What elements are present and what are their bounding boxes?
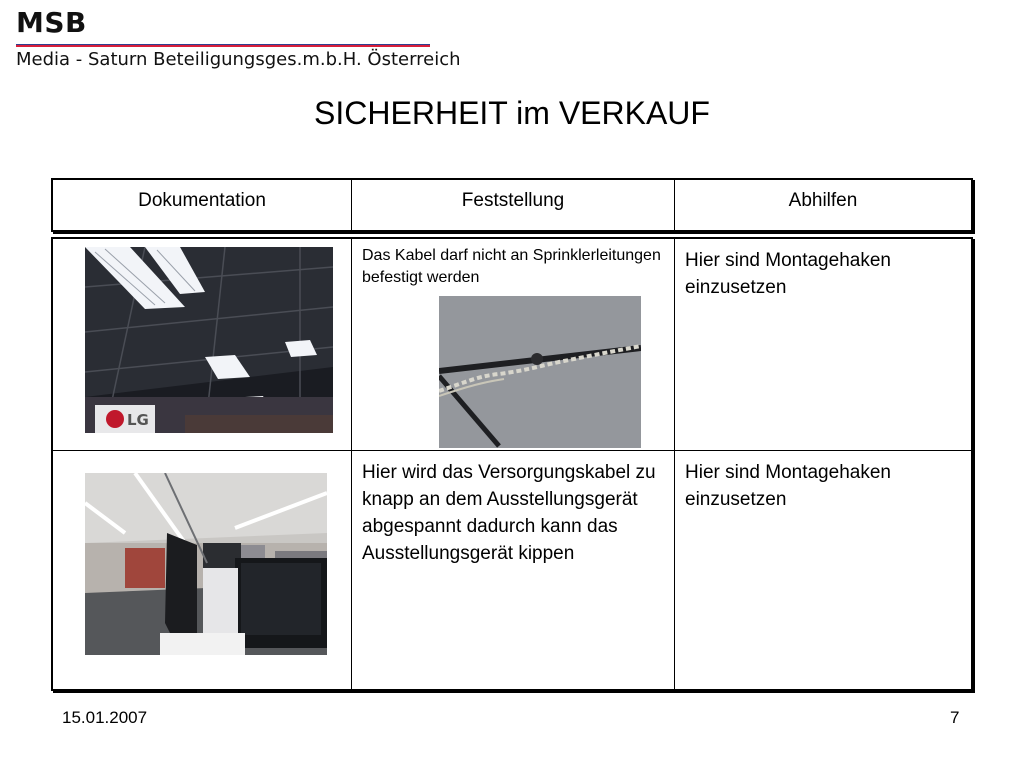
ceiling-photo [85,247,333,433]
finding-cell [351,451,674,689]
findings-table [51,237,973,691]
sprinkler-cable-photo [439,296,641,448]
footer-date: 15.01.2007 [62,708,148,727]
company-name: Media - Saturn Beteiligungsges.m.b.H. Österreich [16,49,461,70]
column-header-abhilfen: Abhilfen [674,180,971,230]
finding-text: Hier wird das Versorgungskabel zu knapp an dem Ausstellungsgerät abgespannt dadurch kann das Ausstellungsgerät kippen [362,462,656,564]
table-row [53,239,971,451]
logo: MSB [16,6,87,39]
documentation-cell [53,451,351,689]
remedy-cell [674,451,971,689]
finding-cell [351,239,674,450]
remedy-text: Hier sind Montagehaken einzusetzen [685,462,891,510]
remedy-cell [674,239,971,450]
store-display-photo [85,473,327,655]
column-header-feststellung: Feststellung [351,180,674,230]
finding-text: Das Kabel darf nicht an Sprinklerleitungen befestigt werden [362,247,661,286]
lg-sign-text: LG [127,411,149,429]
table-row [53,451,971,689]
table-header [51,178,973,232]
column-header-dokumentation: Dokumentation [138,190,266,211]
slide-title: SICHERHEIT im VERKAUF [314,95,710,131]
documentation-cell [53,239,351,450]
remedy-text: Hier sind Montagehaken einzusetzen [685,250,891,298]
logo-rule [16,44,430,47]
page-number: 7 [950,708,960,727]
